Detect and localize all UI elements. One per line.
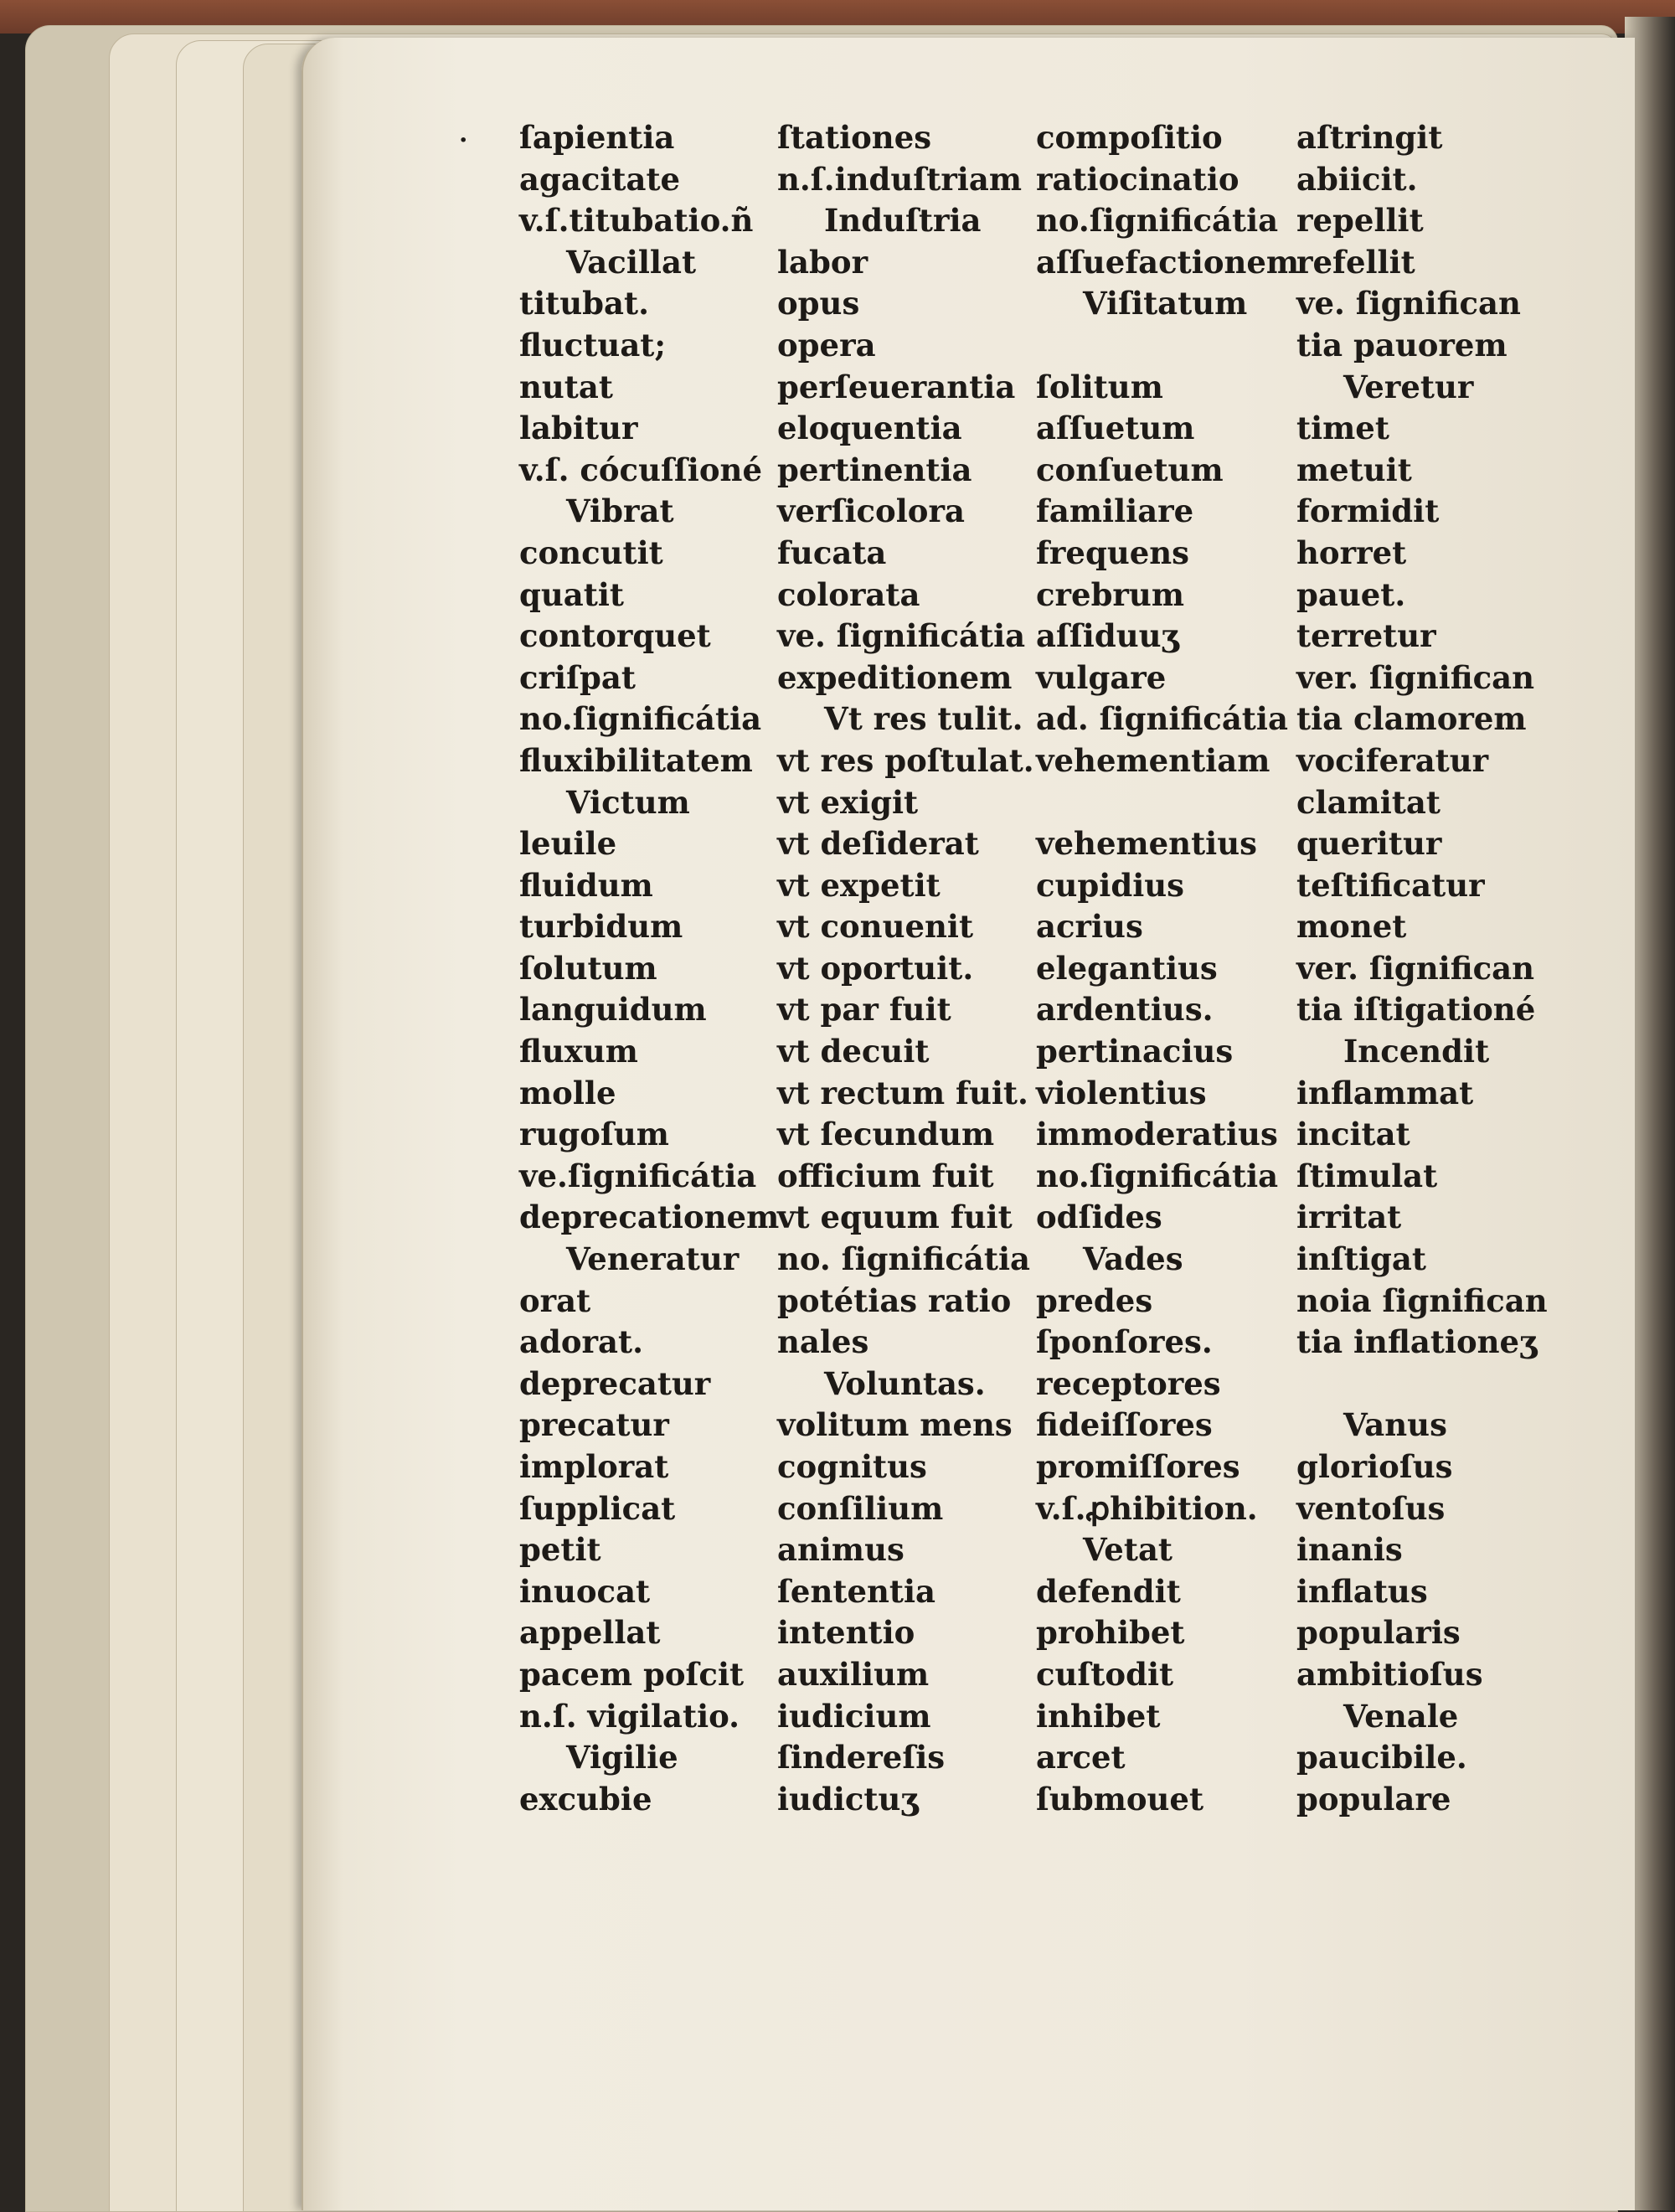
- synonym-line: vt decuit: [777, 1033, 930, 1070]
- synonym-line: leuile: [519, 825, 617, 863]
- synonym-line: inuocat: [519, 1572, 651, 1610]
- synonym-line: conſilium: [777, 1489, 944, 1527]
- synonym-line: vt rectum fuit.: [777, 1074, 1028, 1111]
- synonym-line: potétias ratio: [777, 1281, 1012, 1319]
- synonym-line: nutat: [519, 368, 613, 405]
- synonym-line: vt equum fuit: [777, 1199, 1013, 1236]
- synonym-line: tia iſtigationé: [1296, 991, 1536, 1029]
- synonym-line: tia pauorem: [1296, 326, 1508, 364]
- synonym-line: familiare: [1036, 492, 1194, 530]
- synonym-line: implorat: [519, 1448, 669, 1485]
- synonym-line: adorat.: [519, 1323, 643, 1361]
- synonym-line: agacitate: [519, 160, 681, 198]
- synonym-line: perſeuerantia: [777, 368, 1016, 405]
- synonym-line: vt conuenit: [777, 908, 974, 946]
- entry-headword: Vacillat: [566, 243, 697, 281]
- synonym-line: queritur: [1296, 825, 1442, 863]
- synonym-line: aſſuefactionem: [1036, 243, 1300, 281]
- synonym-line: v.ſ.ꝓhibition.: [1036, 1489, 1258, 1527]
- synonym-line: vehementius: [1036, 825, 1257, 863]
- synonym-line: formidit: [1296, 492, 1440, 530]
- synonym-line: molle: [519, 1074, 616, 1111]
- synonym-line: ſapientia: [519, 119, 675, 156]
- entry-headword: Induſtria: [824, 202, 982, 240]
- synonym-line: acrius: [1036, 908, 1143, 946]
- synonym-line: abiicit.: [1296, 160, 1418, 198]
- synonym-line: popularis: [1296, 1614, 1461, 1652]
- synonym-line: rugoſum: [519, 1116, 669, 1153]
- synonym-line: titubat.: [519, 285, 649, 322]
- synonym-line: inflatus: [1296, 1572, 1428, 1610]
- synonym-line: cuſtodit: [1036, 1655, 1174, 1693]
- word-column-4: [1296, 117, 1560, 1820]
- synonym-line: vt expetit: [777, 866, 941, 904]
- entry-headword: Vibrat: [566, 492, 674, 530]
- synonym-line: glorioſus: [1296, 1448, 1453, 1485]
- synonym-line: ſtationes: [777, 119, 932, 156]
- synonym-line: iudicium: [777, 1697, 931, 1735]
- synonym-line: pauet.: [1296, 575, 1406, 613]
- synonym-line: repellit: [1296, 202, 1424, 240]
- synonym-line: ſupplicat: [519, 1489, 676, 1527]
- synonym-line: deprecatur: [519, 1364, 711, 1402]
- synonym-line: cupidius: [1036, 866, 1185, 904]
- synonym-line: ſolutum: [519, 949, 657, 987]
- synonym-line: vt ſecundum: [777, 1116, 995, 1153]
- synonym-line: monet: [1296, 908, 1407, 946]
- synonym-line: clamitat: [1296, 783, 1440, 821]
- synonym-line: paucibile.: [1296, 1739, 1467, 1776]
- word-column-1: [519, 117, 783, 1820]
- entry-headword: Voluntas.: [824, 1364, 986, 1402]
- synonym-line: inanis: [1296, 1531, 1403, 1569]
- synonym-line: criſpat: [519, 658, 636, 696]
- synonym-line: ardentius.: [1036, 991, 1214, 1029]
- synonym-line: labor: [777, 243, 868, 281]
- synonym-line: ratiocinatio: [1036, 160, 1240, 198]
- synonym-line: n.ſ.induſtriam: [777, 160, 1022, 198]
- synonym-line: animus: [777, 1531, 904, 1569]
- synonym-line: excubie: [519, 1780, 652, 1818]
- synonym-line: expeditionem: [777, 658, 1013, 696]
- synonym-line: tia clamorem: [1296, 700, 1527, 738]
- synonym-line: noia ſignifican: [1296, 1281, 1548, 1319]
- synonym-line: nales: [777, 1323, 869, 1361]
- synonym-line: vehementiam: [1036, 741, 1270, 779]
- synonym-line: pertinentia: [777, 451, 972, 488]
- synonym-line: timet: [1296, 410, 1389, 447]
- synonym-line: intentio: [777, 1614, 915, 1652]
- synonym-line: colorata: [777, 575, 920, 613]
- synonym-line: pertinacius: [1036, 1033, 1234, 1070]
- synonym-line: violentius: [1036, 1074, 1207, 1111]
- synonym-line: vt exigit: [777, 783, 919, 821]
- synonym-line: n.ſ. vigilatio.: [519, 1697, 740, 1735]
- synonym-line: [1036, 325, 1300, 367]
- synonym-line: vt deſiderat: [777, 825, 979, 863]
- synonym-line: terretur: [1296, 617, 1436, 655]
- synonym-line: vulgare: [1036, 658, 1167, 696]
- synonym-line: conſuetum: [1036, 451, 1224, 488]
- synonym-line: ve. ſignifican: [1296, 285, 1521, 322]
- ink-dot: ·: [459, 126, 468, 155]
- synonym-line: irritat: [1296, 1199, 1402, 1236]
- synonym-line: labitur: [519, 410, 638, 447]
- synonym-line: incitat: [1296, 1116, 1410, 1153]
- synonym-line: verſicolora: [777, 492, 965, 530]
- synonym-line: pacem poſcit: [519, 1655, 745, 1693]
- entry-headword: Vt res tulit.: [824, 700, 1023, 738]
- synonym-line: immoderatius: [1036, 1116, 1278, 1153]
- synonym-line: precatur: [519, 1406, 669, 1444]
- synonym-line: aſſuetum: [1036, 410, 1195, 447]
- synonym-line: officium fuit: [777, 1157, 994, 1194]
- synonym-line: prohibet: [1036, 1614, 1185, 1652]
- synonym-line: tia inflationeʒ: [1296, 1323, 1538, 1361]
- entry-headword: Viſitatum: [1083, 285, 1248, 322]
- synonym-line: no.ſignificátia: [519, 700, 762, 738]
- synonym-line: refellit: [1296, 243, 1415, 281]
- synonym-line: ver. ſignifican: [1296, 658, 1535, 696]
- synonym-line: ve. ſignificátia: [777, 617, 1026, 655]
- entry-headword: Vades: [1083, 1240, 1183, 1278]
- synonym-line: inhibet: [1036, 1697, 1161, 1735]
- entry-headword: Victum: [566, 783, 690, 821]
- synonym-line: quatit: [519, 575, 624, 613]
- synonym-line: inflammat: [1296, 1074, 1474, 1111]
- synonym-line: fucata: [777, 534, 887, 571]
- synonym-line: inſtigat: [1296, 1240, 1426, 1278]
- synonym-line: predes: [1036, 1281, 1153, 1319]
- synonym-line: vt res poſtulat.: [777, 741, 1034, 779]
- entry-headword: Vetat: [1083, 1531, 1173, 1569]
- synonym-line: v.ſ. cócuſſioné: [519, 451, 762, 488]
- synonym-line: orat: [519, 1281, 591, 1319]
- synonym-line: ſponſores.: [1036, 1323, 1213, 1361]
- synonym-line: turbidum: [519, 908, 683, 946]
- synonym-line: cognitus: [777, 1448, 927, 1485]
- entry-headword: Vanus: [1343, 1406, 1447, 1444]
- synonym-line: compoſitio: [1036, 119, 1223, 156]
- synonym-line: odſides: [1036, 1199, 1162, 1236]
- synonym-line: no.ſignificátia: [1036, 202, 1279, 240]
- synonym-line: populare: [1296, 1780, 1451, 1818]
- synonym-line: aſtringit: [1296, 119, 1443, 156]
- entry-headword: Veretur: [1343, 368, 1474, 405]
- synonym-line: ver. ſignifican: [1296, 949, 1535, 987]
- synonym-line: opus: [777, 285, 860, 322]
- synonym-line: teſtificatur: [1296, 866, 1485, 904]
- synonym-line: ve.ſignificátia: [519, 1157, 757, 1194]
- synonym-line: ſubmouet: [1036, 1780, 1204, 1818]
- synonym-line: fideiſſores: [1036, 1406, 1213, 1444]
- synonym-line: ambitioſus: [1296, 1655, 1483, 1693]
- synonym-line: receptores: [1036, 1364, 1221, 1402]
- entry-headword: Incendit: [1343, 1033, 1490, 1070]
- synonym-line: [1036, 782, 1300, 824]
- synonym-line: languidum: [519, 991, 707, 1029]
- synonym-line: no.ſignificátia: [1036, 1157, 1279, 1194]
- synonym-line: ad. ſignificátia: [1036, 700, 1288, 738]
- synonym-line: elegantius: [1036, 949, 1218, 987]
- synonym-line: ventoſus: [1296, 1489, 1446, 1527]
- synonym-line: fluxum: [519, 1033, 638, 1070]
- synonym-line: volitum mens: [777, 1406, 1013, 1444]
- synonym-line: crebrum: [1036, 575, 1184, 613]
- synonym-line: auxilium: [777, 1655, 930, 1693]
- synonym-line: ſolitum: [1036, 368, 1163, 405]
- synonym-line: v.ſ.titubatio.ñ: [519, 202, 754, 240]
- synonym-line: concutit: [519, 534, 663, 571]
- synonym-line: fluxibilitatem: [519, 741, 753, 779]
- word-column-3: [1036, 117, 1300, 1820]
- synonym-line: ſindereſis: [777, 1739, 946, 1776]
- synonym-line: horret: [1296, 534, 1407, 571]
- synonym-line: no. ſignificátia: [777, 1240, 1031, 1278]
- synonym-line: vociferatur: [1296, 741, 1489, 779]
- synonym-line: defendit: [1036, 1572, 1181, 1610]
- entry-headword: Venale: [1343, 1697, 1459, 1735]
- synonym-line: vt oportuit.: [777, 949, 974, 987]
- synonym-line: contorquet: [519, 617, 711, 655]
- synonym-line: metuit: [1296, 451, 1412, 488]
- synonym-line: petit: [519, 1531, 601, 1569]
- synonym-line: fluctuat;: [519, 326, 667, 364]
- synonym-line: arcet: [1036, 1739, 1126, 1776]
- synonym-line: eloquentia: [777, 410, 962, 447]
- synonym-line: promiſſores: [1036, 1448, 1240, 1485]
- synonym-line: aſſiduuʒ: [1036, 617, 1179, 655]
- word-column-2: [777, 117, 1041, 1820]
- entry-headword: Veneratur: [566, 1240, 740, 1278]
- synonym-line: [1296, 1364, 1560, 1405]
- synonym-line: ſententia: [777, 1572, 936, 1610]
- synonym-line: iudictuʒ: [777, 1780, 919, 1818]
- synonym-line: opera: [777, 326, 876, 364]
- synonym-line: deprecationem: [519, 1199, 780, 1236]
- synonym-line: frequens: [1036, 534, 1189, 571]
- synonym-line: appellat: [519, 1614, 661, 1652]
- synonym-line: fluidum: [519, 866, 653, 904]
- synonym-line: vt par fuit: [777, 991, 951, 1029]
- synonym-line: ſtimulat: [1296, 1157, 1438, 1194]
- entry-headword: Vigilie: [566, 1739, 678, 1776]
